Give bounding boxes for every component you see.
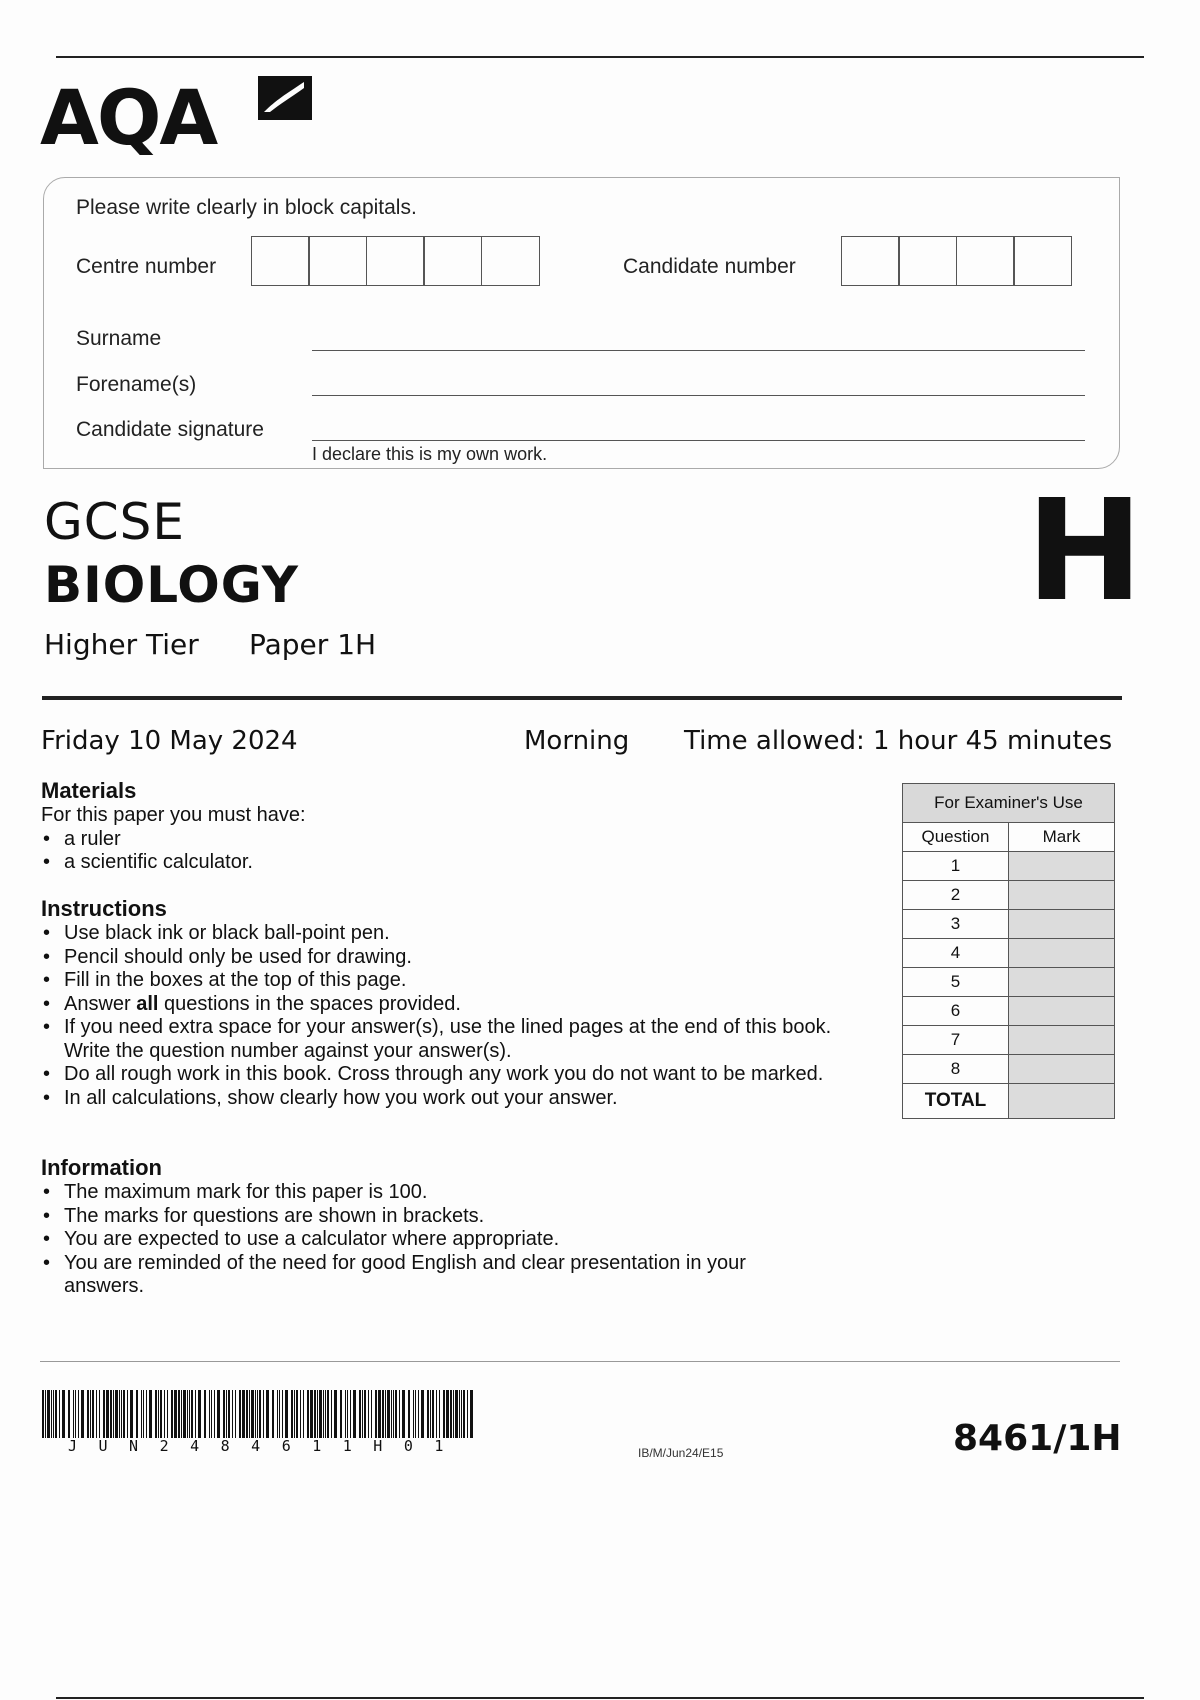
barcode-bar [282, 1390, 283, 1438]
centre-number-digit[interactable] [251, 236, 310, 286]
table-row [903, 1026, 1115, 1055]
table-row [903, 852, 1115, 881]
candidate-number-digit[interactable] [841, 236, 900, 286]
barcode-bar [310, 1390, 313, 1438]
table-row [903, 939, 1115, 968]
centre-number-digit[interactable] [481, 236, 540, 286]
barcode-bar [96, 1390, 97, 1438]
aqa-logo: AQA [40, 73, 217, 162]
barcode-bar [51, 1390, 52, 1438]
barcode-bar [334, 1390, 337, 1438]
mark-cell [1009, 1055, 1115, 1084]
centre-number-digit[interactable] [308, 236, 367, 286]
barcode-bar [263, 1390, 264, 1438]
barcode-bar [436, 1390, 437, 1438]
barcode-bar [331, 1390, 332, 1438]
barcode-bar [242, 1390, 245, 1438]
barcode-bar [226, 1390, 227, 1438]
barcode-bar [189, 1390, 190, 1438]
barcode-bar [81, 1390, 84, 1438]
instructions-section [41, 896, 881, 1110]
mark-cell [1009, 910, 1115, 939]
barcode-bar [78, 1390, 79, 1438]
barcode-bar [285, 1390, 288, 1438]
table-row [903, 910, 1115, 939]
paper-label: Paper 1H [249, 628, 377, 661]
barcode-bar [382, 1390, 384, 1438]
barcode-bar [443, 1390, 445, 1438]
barcode-bar [279, 1390, 280, 1438]
barcode-bar [463, 1390, 465, 1438]
barcode-bar [211, 1390, 212, 1438]
barcode-bar [359, 1390, 361, 1438]
question-column-header: Question [903, 823, 1009, 852]
candidate-number-boxes[interactable] [842, 236, 1072, 286]
question-number: 3 [903, 910, 1009, 939]
barcode-bar [235, 1390, 236, 1438]
mark-cell [1009, 939, 1115, 968]
barcode-bar [214, 1390, 215, 1438]
list-item: • The marks for questions are shown in brackets. [41, 1205, 841, 1229]
information-heading: Information [41, 1155, 162, 1180]
materials-section [41, 778, 861, 875]
barcode-bar [307, 1390, 309, 1438]
barcode-bar [47, 1390, 50, 1438]
list-item: • Pencil should only be used for drawing. [41, 946, 881, 970]
barcode-bar [127, 1390, 128, 1438]
candidate-number-label: Candidate number [623, 255, 796, 278]
surname-label: Surname [76, 327, 162, 350]
barcode-bar [164, 1390, 165, 1438]
barcode-bar [136, 1390, 138, 1438]
barcode-bar [347, 1390, 348, 1438]
footer-divider [40, 1361, 1120, 1362]
barcode-bar [149, 1390, 152, 1438]
candidate-number-digit[interactable] [898, 236, 957, 286]
barcode-bar [353, 1390, 356, 1438]
barcode-bar [53, 1390, 54, 1438]
barcode-bar [223, 1390, 225, 1438]
barcode-bar [296, 1390, 298, 1438]
forenames-field[interactable] [312, 395, 1085, 396]
barcode-bar [171, 1390, 173, 1438]
barcode-bar [217, 1390, 220, 1438]
barcode-bar [303, 1390, 304, 1438]
barcode-bar [421, 1390, 424, 1438]
barcode-bar [209, 1390, 210, 1438]
barcode-bar [375, 1390, 377, 1438]
barcode-bar [319, 1390, 322, 1438]
barcode-bar [73, 1390, 74, 1438]
qualification-title: GCSE [44, 493, 185, 551]
list-item: • Use black ink or black ball-point pen. [41, 922, 881, 946]
question-number: 2 [903, 881, 1009, 910]
barcode-bar [68, 1390, 70, 1438]
signature-label: Candidate signature [76, 418, 264, 441]
barcode-bar [195, 1390, 196, 1438]
barcode-bar [277, 1390, 278, 1438]
barcode-bar [160, 1390, 162, 1438]
forenames-label: Forename(s) [76, 373, 197, 396]
question-number: 7 [903, 1026, 1009, 1055]
barcode-bar [371, 1390, 372, 1438]
barcode-bar [232, 1390, 233, 1438]
barcode-bar [317, 1390, 318, 1438]
barcode-bar [42, 1390, 44, 1438]
barcode-bar [198, 1390, 201, 1438]
barcode-bar [103, 1390, 105, 1438]
barcode-bar [391, 1390, 392, 1438]
mark-cell [1009, 881, 1115, 910]
barcode-bar [385, 1390, 386, 1438]
barcode-bar [399, 1390, 400, 1438]
mark-column-header: Mark [1009, 823, 1115, 852]
barcode-bar [387, 1390, 390, 1438]
title-divider [42, 696, 1122, 700]
barcode-bar [350, 1390, 351, 1438]
barcode-bar [300, 1390, 301, 1438]
barcode-bar [430, 1390, 431, 1438]
barcode-digits: JUN2484611H01 [68, 1437, 465, 1455]
barcode-bar [115, 1390, 118, 1438]
barcode-bar [113, 1390, 114, 1438]
barcode-bar [291, 1390, 293, 1438]
examiner-table-title: For Examiner's Use [903, 784, 1115, 823]
candidate-number-digit[interactable] [956, 236, 1015, 286]
mark-cell [1009, 852, 1115, 881]
list-item: • The maximum mark for this paper is 100. [41, 1181, 841, 1205]
barcode-bar [395, 1390, 397, 1438]
information-section [41, 1155, 841, 1299]
barcode-bar [106, 1390, 109, 1438]
barcode-bar [181, 1390, 182, 1438]
list-item: • Answer all questions in the spaces provided. [41, 993, 881, 1017]
barcode-bar [364, 1390, 366, 1438]
barcode-bar [272, 1390, 274, 1438]
time-allowed: Time allowed: 1 hour 45 minutes [684, 726, 1113, 756]
table-row [903, 968, 1115, 997]
top-rule [56, 56, 1144, 58]
question-number: 8 [903, 1055, 1009, 1084]
barcode-bar [87, 1390, 89, 1438]
barcode-bar [174, 1390, 177, 1438]
barcode-bar [191, 1390, 193, 1438]
barcode-bar [362, 1390, 363, 1438]
barcode-bar [141, 1390, 142, 1438]
centre-number-boxes[interactable] [252, 236, 540, 286]
candidate-number-digit[interactable] [1013, 236, 1072, 286]
list-item: • a ruler [41, 828, 861, 852]
barcode-bar [155, 1390, 157, 1438]
barcode-bar [251, 1390, 254, 1438]
document-reference: IB/M/Jun24/E15 [638, 1446, 724, 1460]
barcode-bar [228, 1390, 230, 1438]
barcode-bar [158, 1390, 159, 1438]
instructions-heading: Instructions [41, 896, 167, 921]
barcode-bar [183, 1390, 186, 1438]
barcode-bar [439, 1390, 440, 1438]
mark-cell [1009, 1026, 1115, 1055]
barcode-bar [467, 1390, 468, 1438]
mark-cell [1009, 968, 1115, 997]
surname-field[interactable] [312, 350, 1085, 351]
barcode-bar [123, 1390, 125, 1438]
barcode-bar [470, 1390, 473, 1438]
question-number: 5 [903, 968, 1009, 997]
bottom-rule [56, 1697, 1144, 1699]
barcode-bar [257, 1390, 258, 1438]
barcode-bar [432, 1390, 434, 1438]
examiner-use-table [902, 783, 1115, 1119]
table-row [903, 1055, 1115, 1084]
barcode-bar [130, 1390, 133, 1438]
barcode-bar [92, 1390, 94, 1438]
table-row [903, 997, 1115, 1026]
barcode-bar [55, 1390, 57, 1438]
barcode-bar [459, 1390, 460, 1438]
barcode-bar [368, 1390, 369, 1438]
question-number: 4 [903, 939, 1009, 968]
barcode-bar [345, 1390, 346, 1438]
question-number: 1 [903, 852, 1009, 881]
exam-session: Morning [524, 726, 630, 756]
barcode-bar [143, 1390, 144, 1438]
barcode-bar [325, 1390, 326, 1438]
barcode-bar [314, 1390, 316, 1438]
barcode-bar [119, 1390, 120, 1438]
exam-date: Friday 10 May 2024 [41, 726, 298, 756]
barcode-bar [167, 1390, 168, 1438]
barcode-icon [42, 1390, 476, 1438]
barcode-bar [259, 1390, 261, 1438]
total-label: TOTAL [903, 1084, 1009, 1119]
barcode-bar [59, 1390, 60, 1438]
table-row [903, 881, 1115, 910]
barcode-bar [99, 1390, 100, 1438]
list-item: • You are reminded of the need for good English and clear presentation in your answers. [41, 1252, 804, 1299]
barcode-bar [340, 1390, 342, 1438]
barcode-bar [45, 1390, 46, 1438]
tier-letter: H [1026, 470, 1144, 633]
barcode-bar [121, 1390, 122, 1438]
tier-label: Higher Tier [44, 628, 199, 661]
block-capitals-instruction: Please write clearly in block capitals. [76, 196, 417, 219]
paper-code: 8461/1H [953, 1418, 1122, 1459]
barcode-bar [415, 1390, 416, 1438]
barcode-bar [75, 1390, 76, 1438]
list-item: • In all calculations, show clearly how you work out your answer. [41, 1087, 881, 1111]
aqa-logo-mark-icon [254, 72, 316, 124]
list-item: • Do all rough work in this book. Cross through any work you do not want to be marked. [41, 1063, 834, 1087]
total-row [903, 1084, 1115, 1119]
barcode-bar [450, 1390, 452, 1438]
barcode-bar [402, 1390, 405, 1438]
barcode-bar [62, 1390, 65, 1438]
barcode-bar [266, 1390, 269, 1438]
barcode-bar [146, 1390, 147, 1438]
barcode-bar [249, 1390, 250, 1438]
barcode-bar [453, 1390, 454, 1438]
barcode-bar [393, 1390, 394, 1438]
barcode-bar [90, 1390, 91, 1438]
barcode-bar [187, 1390, 188, 1438]
centre-number-digit[interactable] [366, 236, 425, 286]
mark-cell [1009, 997, 1115, 1026]
barcode-bar [378, 1390, 381, 1438]
barcode-bar [255, 1390, 256, 1438]
signature-field[interactable] [312, 440, 1085, 441]
barcode-bar [408, 1390, 410, 1438]
barcode-bar [427, 1390, 429, 1438]
barcode-bar [178, 1390, 180, 1438]
list-item: • Fill in the boxes at the top of this page. [41, 969, 881, 993]
barcode-bar [246, 1390, 248, 1438]
materials-heading: Materials [41, 778, 137, 803]
barcode-bar [294, 1390, 295, 1438]
declaration-text: I declare this is my own work. [312, 444, 548, 464]
barcode-bar [204, 1390, 206, 1438]
materials-intro: For this paper you must have: [41, 804, 306, 826]
barcode-bar [413, 1390, 414, 1438]
barcode-bar [446, 1390, 449, 1438]
barcode-bar [110, 1390, 112, 1438]
barcode-bar [461, 1390, 462, 1438]
barcode-bar [327, 1390, 329, 1438]
barcode-bar [323, 1390, 324, 1438]
list-item: • a scientific calculator. [41, 851, 861, 875]
list-item: • You are expected to use a calculator where appropriate. [41, 1228, 841, 1252]
subject-title: BIOLOGY [44, 556, 299, 614]
barcode-bar [418, 1390, 419, 1438]
centre-number-label: Centre number [76, 255, 217, 278]
centre-number-digit[interactable] [423, 236, 482, 286]
question-number: 6 [903, 997, 1009, 1026]
barcode-bar [455, 1390, 458, 1438]
barcode-bar [239, 1390, 241, 1438]
total-mark-cell [1009, 1084, 1115, 1119]
list-item: • If you need extra space for your answer(s), use the lined pages at the end of this book. Write the question number against your answer(s). [41, 1016, 864, 1063]
